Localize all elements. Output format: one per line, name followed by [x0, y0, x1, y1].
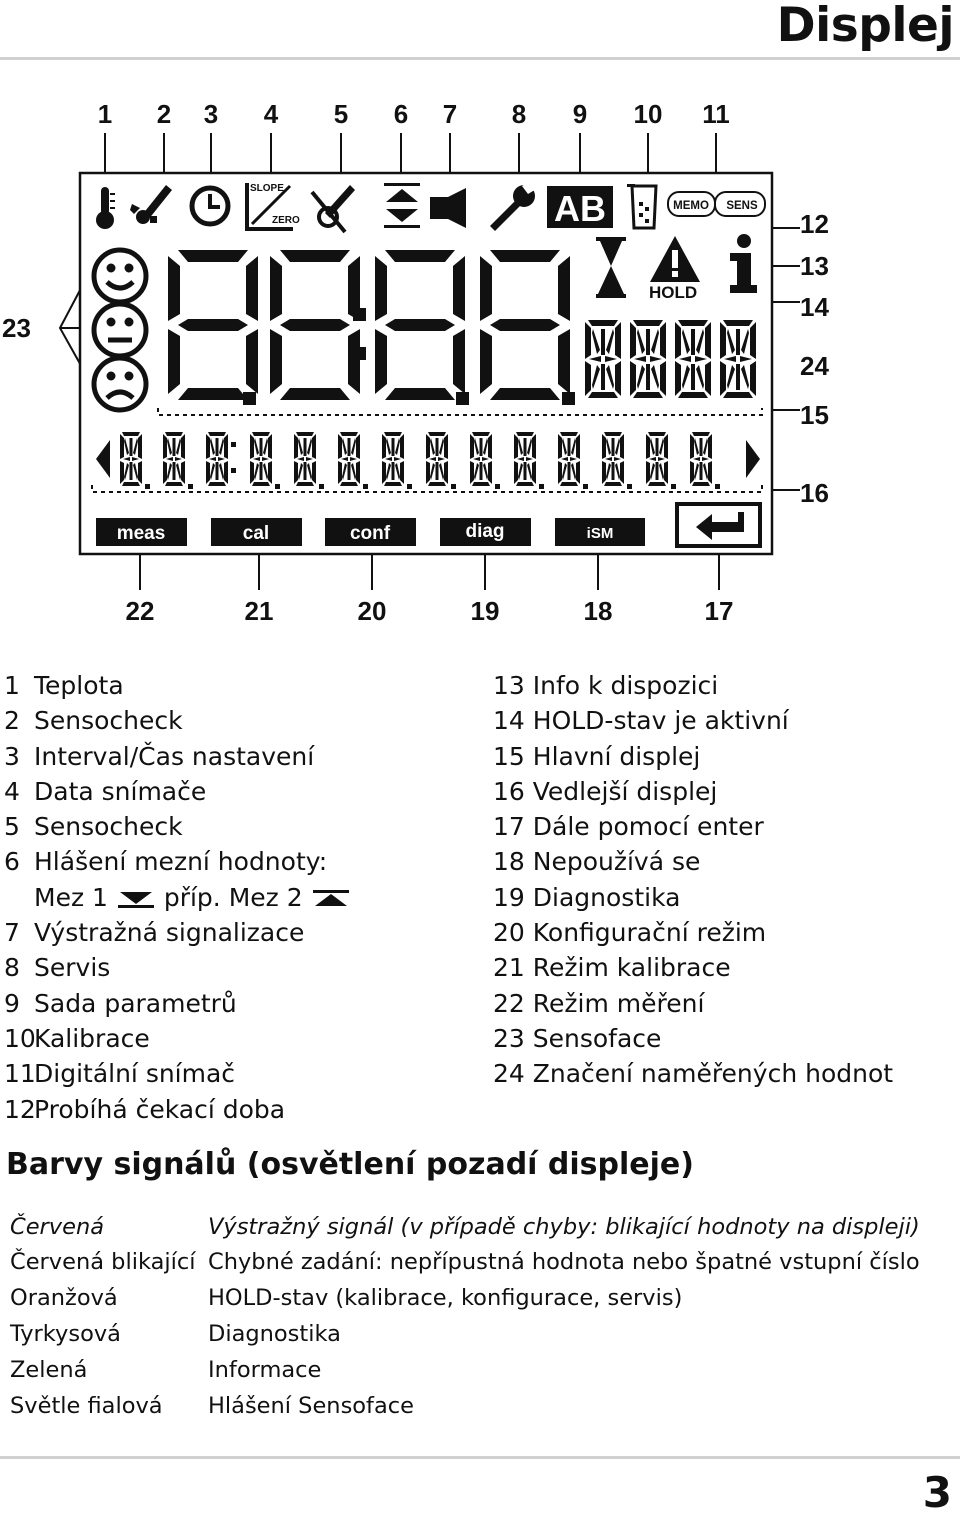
parameter-set-icon	[547, 186, 613, 229]
legend-item: 7 Výstražná signalizace	[4, 918, 305, 948]
svg-text:meas: meas	[116, 523, 166, 544]
legend-item: 1 Teplota	[4, 671, 124, 700]
legend-item: 12Probíhá čekací doba	[4, 1094, 286, 1124]
legend-item: 15 Hlavní displej	[493, 741, 701, 771]
legend-right	[493, 668, 893, 1092]
tab-cal	[211, 518, 302, 546]
legend-item: 8 Servis	[4, 953, 111, 983]
tab-meas	[96, 518, 187, 546]
legend-item: 17 Dále pomocí enter	[493, 812, 764, 842]
callout-6: 6	[393, 99, 409, 129]
callout-22: 22	[125, 596, 155, 626]
svg-text:SLOPE: SLOPE	[250, 183, 284, 194]
svg-text:conf: conf	[349, 523, 391, 544]
limit-high-icon	[311, 888, 351, 910]
legend-item: 4 Data snímače	[4, 776, 207, 806]
legend-item: 3 Interval/Čas nastavení	[4, 741, 315, 771]
callout-3: 3	[203, 99, 219, 129]
legend-item: 18 Nepoužívá se	[493, 847, 701, 877]
callout-19: 19	[470, 596, 500, 626]
legend-item: 6 Hlášení mezní hodnoty:	[4, 847, 328, 877]
callout-13: 13	[800, 251, 829, 281]
page-title: Displej	[776, 0, 954, 53]
svg-text:MEMO: MEMO	[673, 200, 709, 212]
legend-item: 24 Značení naměřených hodnot	[493, 1059, 894, 1089]
legend-item: 21 Režim kalibrace	[493, 953, 731, 983]
legend-item: 22 Režim měření	[493, 988, 705, 1018]
callout-2: 2	[156, 99, 172, 129]
legend-item: 19 Diagnostika	[493, 882, 681, 912]
top-rule	[0, 57, 960, 60]
page-number: 3	[922, 1468, 952, 1517]
legend-item: 23 Sensoface	[493, 1023, 662, 1053]
callout-24: 24	[800, 351, 829, 381]
hold-label: HOLD	[649, 283, 698, 302]
callout-15: 15	[800, 400, 829, 430]
bottom-rule	[0, 1456, 960, 1459]
callouts-top	[98, 99, 730, 129]
svg-text:iSM: iSM	[586, 525, 614, 542]
callout-8: 8	[511, 99, 527, 129]
legend-left	[4, 668, 351, 1127]
tab-ism	[555, 518, 645, 546]
legend-item: Mez 1 příp. Mez 2	[4, 880, 351, 915]
callout-21: 21	[244, 596, 274, 626]
callout-23: 23	[2, 313, 31, 343]
legend-item: 20 Konfigurační režim	[493, 918, 767, 948]
callout-1: 1	[97, 99, 113, 129]
callout-4: 4	[263, 99, 279, 129]
tab-diag	[440, 518, 531, 546]
legend-item: 9 Sada parametrů	[4, 988, 237, 1018]
callout-18: 18	[583, 596, 613, 626]
svg-text:cal: cal	[242, 523, 270, 544]
legend-item: 2 Sensocheck	[4, 706, 183, 736]
callout-5: 5	[333, 99, 349, 129]
callout-11: 11	[702, 99, 730, 129]
svg-text:AB: AB	[554, 188, 606, 229]
callout-10: 10	[633, 99, 663, 129]
callout-9: 9	[572, 99, 588, 129]
legend-item: 13 Info k dispozici	[493, 671, 719, 700]
legend-item: 11Digitální snímač	[4, 1059, 236, 1089]
callout-17: 17	[704, 596, 734, 626]
section-heading: Barvy signálů (osvětlení pozadí displeje)	[6, 1147, 694, 1182]
svg-text:ZERO: ZERO	[272, 215, 300, 226]
limit-low-icon	[116, 888, 156, 910]
callout-14: 14	[800, 292, 829, 322]
legend-item: 10Kalibrace	[4, 1023, 150, 1053]
legend-item: 14 HOLD-stav je aktivní	[493, 706, 789, 736]
tab-conf	[325, 518, 416, 546]
callout-16: 16	[800, 478, 829, 508]
legend-item: 16 Vedlejší displej	[493, 776, 718, 806]
svg-text:diag: diag	[465, 521, 505, 542]
callout-12: 12	[800, 209, 829, 239]
legend-item: 5 Sensocheck	[4, 812, 183, 842]
lcd-display-figure	[0, 80, 960, 640]
callout-20: 20	[357, 596, 387, 626]
svg-text:SENS: SENS	[726, 200, 758, 212]
lcd-frame	[80, 173, 772, 554]
callout-7: 7	[442, 99, 458, 129]
